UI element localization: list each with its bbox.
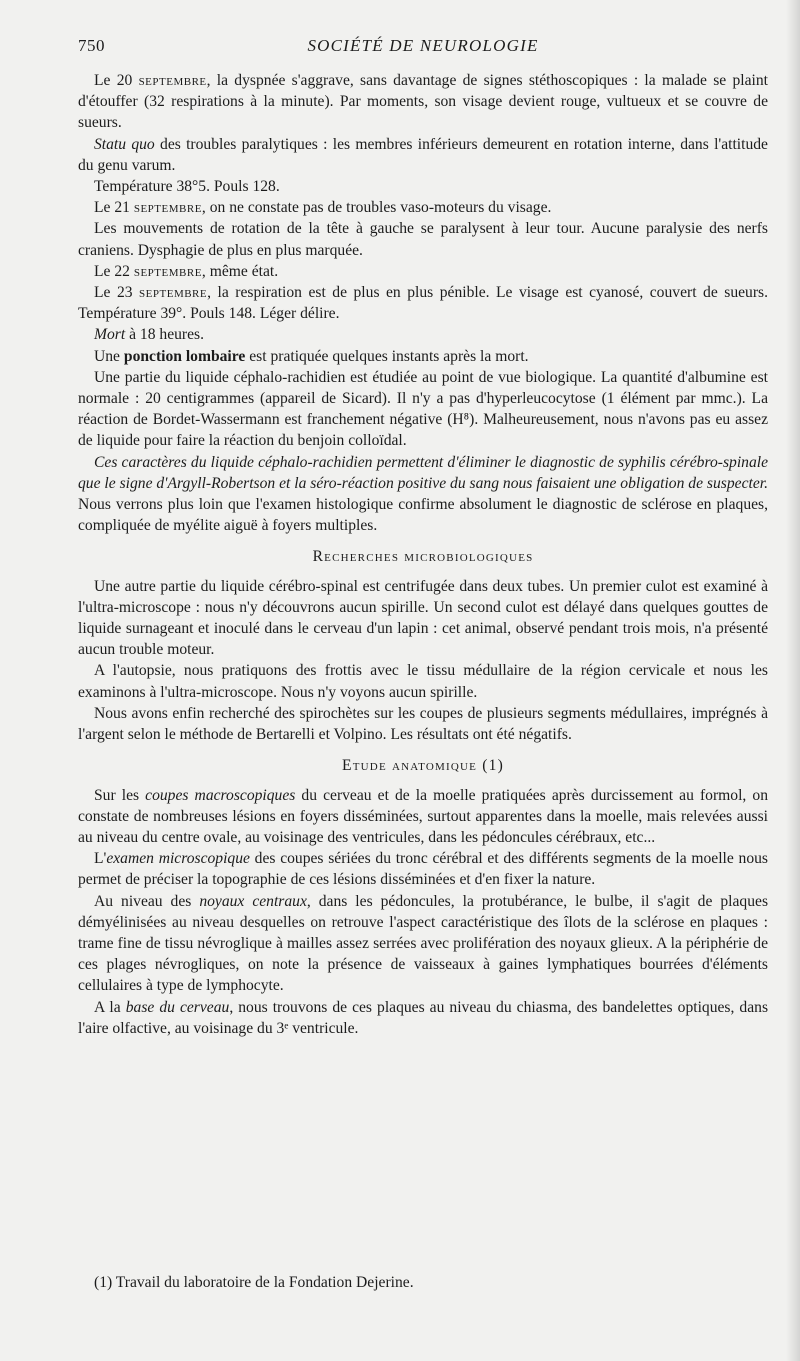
paragraph: A l'autopsie, nous pratiquons des frottis avec le tissu médullaire de la région cervicale et nous les examinons à l'ultra-microscope. Nous n'y voyons aucun spirille. — [78, 662, 768, 701]
paragraph: Mort à 18 heures. — [94, 326, 204, 344]
paragraph: Nous avons enfin recherché des spirochètes sur les coupes de plusieurs segments médullaires, imprégnés à l'argent selon le méthode de Bertarelli et Volpino. Les résultats ont été négatifs. — [78, 704, 768, 744]
paragraph: Le 20 septembre, la dyspnée s'aggrave, sans davantage de signes stéthoscopiques : la malade se plaint d'étouffer (32 respirations à la minute). Par moments, son visage devient rouge, vultueux et se couvre de sueurs. — [78, 72, 768, 132]
paragraph: Une autre partie du liquide cérébro-spinal est centrifugée dans deux tubes. Un premier culot est examiné à l'ultra-microscope : nous n'y découvrons aucun spirille. Un second culot est délayé dans quelques gouttes de liquide surnageant et inoculé dans le cerveau d'un lapin : cet animal, observé pendant trois mois, n'a présenté aucun trouble moteur. — [78, 577, 768, 659]
footnote-text: (1) Travail du laboratoire de la Fondation Dejerine. — [94, 1274, 414, 1291]
section-title-anatomy: Etude anatomique (1) — [342, 757, 504, 775]
paragraph: Le 22 septembre, même état. — [94, 262, 279, 280]
paragraph: Statu quo des troubles paralytiques : les membres inférieurs demeurent en rotation interne, dans l'attitude du genu varum. — [78, 135, 768, 174]
paragraph: Le 21 septembre, on ne constate pas de troubles vaso-moteurs du visage. — [94, 199, 552, 217]
paragraph: Une partie du liquide céphalo-rachidien est étudiée au point de vue biologique. La quantité d'albumine est normale : 20 centigrammes (appareil de Sicard). Il n'y a pas d'hyperleucocytose (1 élément par mmc.). La réaction de Bordet-Wassermann est franchement négative (H⁸). Malheureusement, nous n'avons pas eu assez de liquide pour faire la réaction du benjoin colloïdal. — [78, 368, 768, 450]
article-body — [78, 70, 768, 1039]
section-title-microbiology: Recherches microbiologiques — [312, 548, 534, 566]
paragraph: L'examen microscopique des coupes sériées du tronc cérébral et des différents segments de la moelle nous permet de préciser la topographie de ces lésions disséminées et d'en fixer la nature. — [78, 850, 768, 889]
page-header — [78, 36, 768, 60]
paragraph: Ces caractères du liquide céphalo-rachidien permettent d'éliminer le diagnostic de syphilis cérébro-spinale que le signe d'Argyll-Robertson et la séro-réaction positive du sang nous faisaient une obligation de suspecter. Nous verrons plus loin que l'examen histologique confirme absolument le diagnostic de sclérose en plaques, compliquée de myélite aiguë à foyers multiples. — [78, 453, 768, 535]
running-title: SOCIÉTÉ DE NEUROLOGIE — [307, 36, 539, 55]
paragraph: A la base du cerveau, nous trouvons de ces plaques au niveau du chiasma, des bandelettes optiques, dans l'aire olfactive, au voisinage du 3ᵉ ventricule. — [78, 998, 769, 1037]
paragraph: Température 38°5. Pouls 128. — [94, 178, 280, 196]
paragraph: Au niveau des noyaux centraux, dans les pédoncules, la protubérance, le bulbe, il s'agit de plaques démyélinisées au niveau desquelles on retrouve l'aspect caractéristique des îlots de la sclérose en plaques : trame fine de tissu névroglique à mailles assez serrées avec prolifération des noyaux glieux. A la périphérie de ces plages névrogliques, on note la présence de vaisseaux à gaines lymphatiques bourrées d'éléments cellulaires à type de lymphocyte. — [78, 892, 769, 995]
paragraph: Les mouvements de rotation de la tête à gauche se paralysent à leur tour. Aucune paralysie des nerfs craniens. Dysphagie de plus en plus marquée. — [78, 220, 768, 259]
paragraph: Le 23 septembre, la respiration est de plus en plus pénible. Le visage est cyanosé, couvert de sueurs. Température 39°. Pouls 148. Léger délire. — [78, 284, 768, 323]
paragraph: Une ponction lombaire est pratiquée quelques instants après la mort. — [94, 347, 529, 365]
footnote — [78, 1272, 768, 1293]
page-number: 750 — [78, 36, 105, 55]
paragraph: Sur les coupes macroscopiques du cerveau et de la moelle pratiquées après durcissement au formol, on constate de nombreuses lésions en foyers disséminées, surtout apparentes dans la moelle, mais relevées aussi au niveau du centre ovale, au voisinage des ventricules, dans les pédoncules cérébraux, etc... — [78, 786, 769, 846]
page-edge-shadow — [786, 0, 800, 1361]
